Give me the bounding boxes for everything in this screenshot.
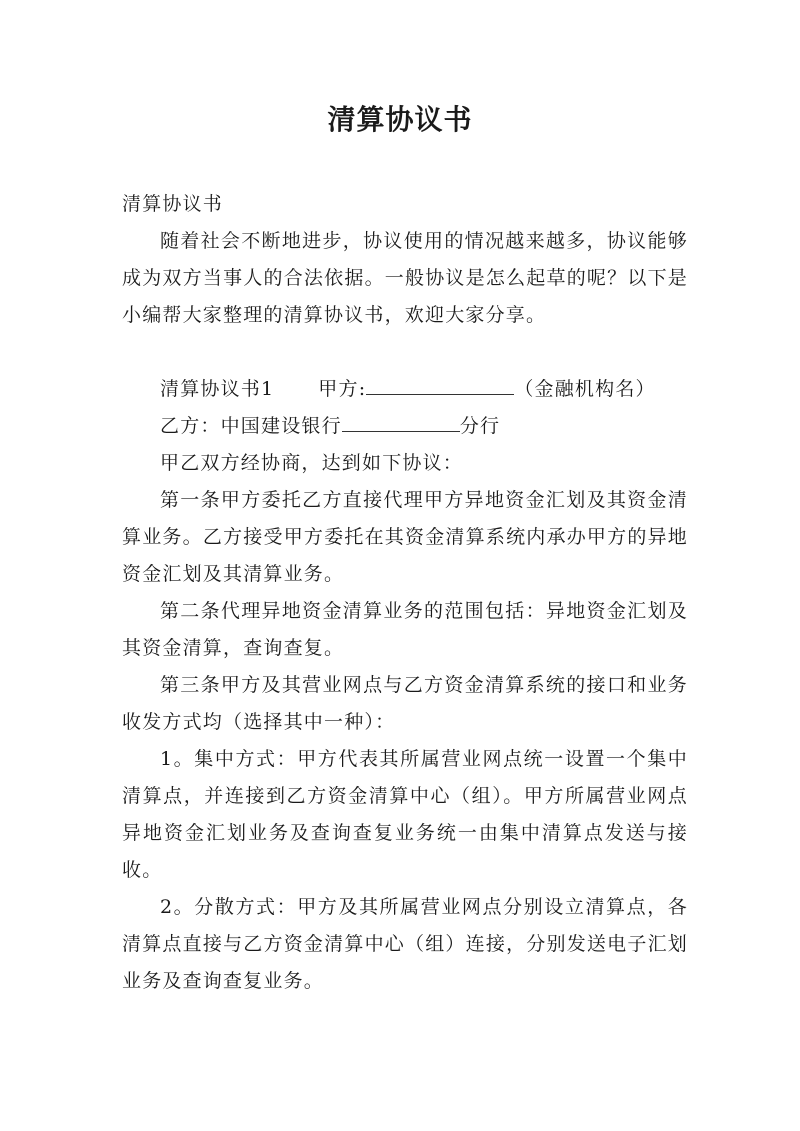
section-label: 清算协议书1: [160, 378, 275, 400]
article-3: 第三条甲方及其营业网点与乙方资金清算系统的接口和业务收发方式均（选择其中一种）：: [122, 674, 688, 733]
party-a-line: [122, 371, 688, 408]
document-subtitle: 清算协议书: [122, 193, 224, 215]
party-a-blank: [366, 374, 514, 395]
party-b-blank: [342, 411, 460, 432]
document-title: 清算协议书: [327, 103, 473, 136]
party-b-suffix: 分行: [459, 415, 501, 437]
intro-paragraph: 随着社会不断地进步，协议使用的情况越来越多，协议能够成为双方当事人的合法依据。一般协议是怎么起草的呢？以下是小编帮大家整理的清算协议书，欢迎大家分享。: [122, 230, 688, 326]
party-b-label: 乙方：中国建设银行: [160, 415, 342, 437]
party-a-note: （金融机构名）: [514, 378, 656, 400]
article-3-item-1: 1。集中方式：甲方代表其所属营业网点统一设置一个集中清算点，并连接到乙方资金清算中心（组）。甲方所属营业网点异地资金汇划业务及查询查复业务统一由集中清算点发送与接收。: [122, 748, 688, 881]
agreement-lead: 甲乙双方经协商，达到如下协议：: [160, 452, 464, 474]
party-b-line: [122, 408, 688, 445]
document-body: [122, 186, 688, 1000]
party-a-label: 甲方:: [318, 378, 367, 400]
article-3-item-2: 2。分散方式：甲方及其所属营业网点分别设立清算点，各清算点直接与乙方资金清算中心（组）连接，分别发送电子汇划业务及查询查复业务。: [122, 896, 688, 992]
article-1: 第一条甲方委托乙方直接代理甲方异地资金汇划及其资金清算业务。乙方接受甲方委托在其资金清算系统内承办甲方的异地资金汇划及其清算业务。: [122, 489, 688, 585]
article-2: 第二条代理异地资金清算业务的范围包括：异地资金汇划及其资金清算，查询查复。: [122, 600, 688, 659]
